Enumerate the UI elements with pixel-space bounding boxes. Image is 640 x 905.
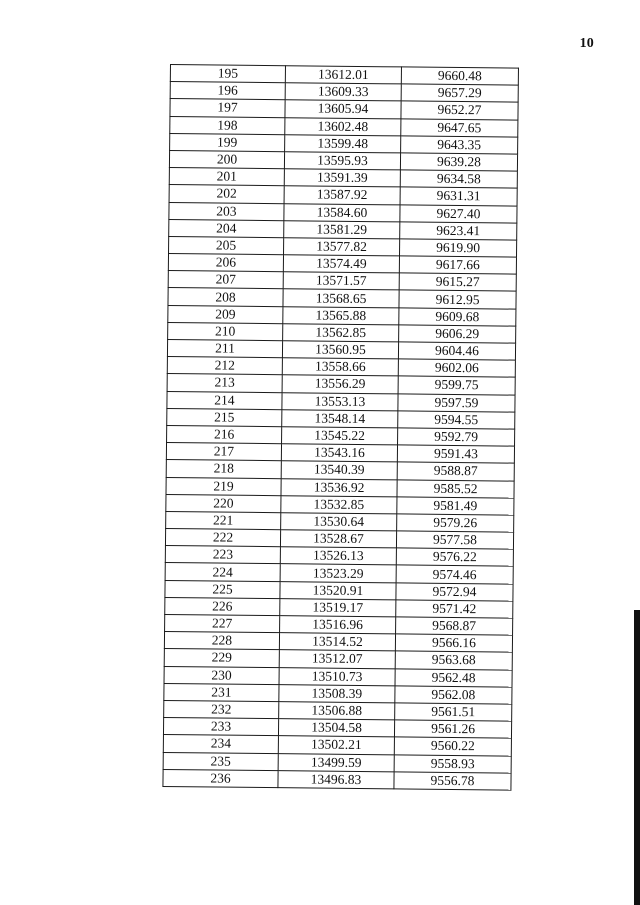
- first-value-cell: 13516.96: [280, 616, 396, 634]
- second-value-cell: 9609.68: [399, 308, 516, 326]
- second-value-cell: 9652.27: [401, 101, 518, 119]
- second-value-cell: 9556.78: [394, 772, 511, 790]
- point-number-cell: 199: [170, 133, 285, 151]
- second-value-cell: 9574.46: [396, 565, 513, 583]
- first-value-cell: 13591.39: [284, 169, 400, 187]
- second-value-cell: 9571.42: [396, 600, 513, 618]
- second-value-cell: 9576.22: [396, 548, 513, 566]
- first-value-cell: 13540.39: [281, 461, 397, 479]
- coordinate-table-container: [162, 64, 519, 790]
- second-value-cell: 9577.58: [396, 531, 513, 549]
- point-number-cell: 204: [169, 219, 284, 237]
- second-value-cell: 9627.40: [400, 204, 517, 222]
- second-value-cell: 9623.41: [400, 222, 517, 240]
- second-value-cell: 9634.58: [400, 170, 517, 188]
- point-number-cell: 220: [166, 494, 281, 512]
- point-number-cell: 221: [166, 511, 281, 529]
- first-value-cell: 13568.65: [283, 289, 399, 307]
- point-number-cell: 222: [165, 529, 280, 547]
- point-number-cell: 223: [165, 546, 280, 564]
- first-value-cell: 13565.88: [283, 306, 399, 324]
- point-number-cell: 236: [163, 769, 278, 787]
- second-value-cell: 9639.28: [400, 153, 517, 171]
- second-value-cell: 9599.75: [398, 376, 515, 394]
- first-value-cell: 13526.13: [280, 547, 396, 565]
- second-value-cell: 9572.94: [396, 583, 513, 601]
- scan-edge-shadow: [634, 610, 640, 905]
- point-number-cell: 233: [163, 718, 278, 736]
- first-value-cell: 13506.88: [279, 702, 395, 720]
- first-value-cell: 13532.85: [281, 495, 397, 513]
- point-number-cell: 205: [169, 236, 284, 254]
- first-value-cell: 13528.67: [280, 530, 396, 548]
- point-number-cell: 229: [164, 649, 279, 667]
- second-value-cell: 9604.46: [398, 342, 515, 360]
- table-body: [163, 65, 519, 790]
- first-value-cell: 13514.52: [279, 633, 395, 651]
- coordinate-table: [162, 64, 519, 790]
- first-value-cell: 13581.29: [284, 220, 400, 238]
- point-number-cell: 219: [166, 477, 281, 495]
- second-value-cell: 9562.48: [395, 668, 512, 686]
- first-value-cell: 13560.95: [282, 341, 398, 359]
- point-number-cell: 196: [170, 82, 285, 100]
- second-value-cell: 9631.31: [400, 187, 517, 205]
- point-number-cell: 216: [167, 425, 282, 443]
- point-number-cell: 200: [169, 150, 284, 168]
- second-value-cell: 9588.87: [397, 462, 514, 480]
- first-value-cell: 13577.82: [284, 238, 400, 256]
- first-value-cell: 13545.22: [282, 427, 398, 445]
- first-value-cell: 13496.83: [278, 770, 394, 788]
- second-value-cell: 9594.55: [398, 411, 515, 429]
- first-value-cell: 13599.48: [285, 134, 401, 152]
- point-number-cell: 209: [168, 305, 283, 323]
- second-value-cell: 9581.49: [397, 497, 514, 515]
- first-value-cell: 13595.93: [284, 152, 400, 170]
- point-number-cell: 208: [168, 288, 283, 306]
- second-value-cell: 9606.29: [399, 325, 516, 343]
- first-value-cell: 13562.85: [283, 324, 399, 342]
- second-value-cell: 9579.26: [397, 514, 514, 532]
- point-number-cell: 201: [169, 168, 284, 186]
- table-row: [163, 769, 511, 790]
- point-number-cell: 195: [170, 65, 285, 83]
- second-value-cell: 9615.27: [399, 273, 516, 291]
- second-value-cell: 9591.43: [397, 445, 514, 463]
- point-number-cell: 202: [169, 185, 284, 203]
- first-value-cell: 13499.59: [278, 753, 394, 771]
- point-number-cell: 212: [167, 357, 282, 375]
- second-value-cell: 9592.79: [398, 428, 515, 446]
- first-value-cell: 13602.48: [285, 117, 401, 135]
- first-value-cell: 13574.49: [283, 255, 399, 273]
- point-number-cell: 227: [165, 614, 280, 632]
- second-value-cell: 9560.22: [394, 737, 511, 755]
- point-number-cell: 211: [167, 339, 282, 357]
- second-value-cell: 9612.95: [399, 290, 516, 308]
- first-value-cell: 13536.92: [281, 478, 397, 496]
- second-value-cell: 9568.87: [396, 617, 513, 635]
- first-value-cell: 13519.17: [280, 598, 396, 616]
- first-value-cell: 13584.60: [284, 203, 400, 221]
- first-value-cell: 13553.13: [282, 392, 398, 410]
- second-value-cell: 9619.90: [400, 239, 517, 257]
- first-value-cell: 13530.64: [281, 513, 397, 531]
- second-value-cell: 9563.68: [395, 651, 512, 669]
- point-number-cell: 231: [164, 683, 279, 701]
- point-number-cell: 215: [167, 408, 282, 426]
- first-value-cell: 13612.01: [285, 66, 401, 84]
- point-number-cell: 198: [170, 116, 285, 134]
- second-value-cell: 9647.65: [401, 118, 518, 136]
- second-value-cell: 9597.59: [398, 393, 515, 411]
- second-value-cell: 9558.93: [394, 754, 511, 772]
- first-value-cell: 13587.92: [284, 186, 400, 204]
- point-number-cell: 235: [163, 752, 278, 770]
- second-value-cell: 9561.51: [395, 703, 512, 721]
- point-number-cell: 224: [165, 563, 280, 581]
- first-value-cell: 13512.07: [279, 650, 395, 668]
- point-number-cell: 207: [168, 271, 283, 289]
- point-number-cell: 203: [169, 202, 284, 220]
- second-value-cell: 9566.16: [395, 634, 512, 652]
- point-number-cell: 197: [170, 99, 285, 117]
- second-value-cell: 9660.48: [401, 67, 518, 85]
- point-number-cell: 214: [167, 391, 282, 409]
- second-value-cell: 9657.29: [401, 84, 518, 102]
- point-number-cell: 206: [168, 254, 283, 272]
- second-value-cell: 9561.26: [394, 720, 511, 738]
- second-value-cell: 9643.35: [401, 136, 518, 154]
- second-value-cell: 9602.06: [398, 359, 515, 377]
- first-value-cell: 13523.29: [280, 564, 396, 582]
- point-number-cell: 228: [164, 632, 279, 650]
- first-value-cell: 13502.21: [278, 736, 394, 754]
- first-value-cell: 13508.39: [279, 684, 395, 702]
- page-number: 10: [579, 36, 594, 51]
- point-number-cell: 232: [164, 700, 279, 718]
- point-number-cell: 210: [168, 322, 283, 340]
- point-number-cell: 230: [164, 666, 279, 684]
- first-value-cell: 13571.57: [283, 272, 399, 290]
- second-value-cell: 9617.66: [399, 256, 516, 274]
- second-value-cell: 9562.08: [395, 686, 512, 704]
- first-value-cell: 13605.94: [285, 100, 401, 118]
- point-number-cell: 217: [166, 443, 281, 461]
- first-value-cell: 13548.14: [282, 409, 398, 427]
- point-number-cell: 234: [163, 735, 278, 753]
- point-number-cell: 218: [166, 460, 281, 478]
- first-value-cell: 13609.33: [285, 83, 401, 101]
- first-value-cell: 13504.58: [278, 719, 394, 737]
- point-number-cell: 225: [165, 580, 280, 598]
- first-value-cell: 13520.91: [280, 581, 396, 599]
- first-value-cell: 13543.16: [281, 444, 397, 462]
- first-value-cell: 13558.66: [282, 358, 398, 376]
- first-value-cell: 13556.29: [282, 375, 398, 393]
- first-value-cell: 13510.73: [279, 667, 395, 685]
- point-number-cell: 213: [167, 374, 282, 392]
- point-number-cell: 226: [165, 597, 280, 615]
- second-value-cell: 9585.52: [397, 479, 514, 497]
